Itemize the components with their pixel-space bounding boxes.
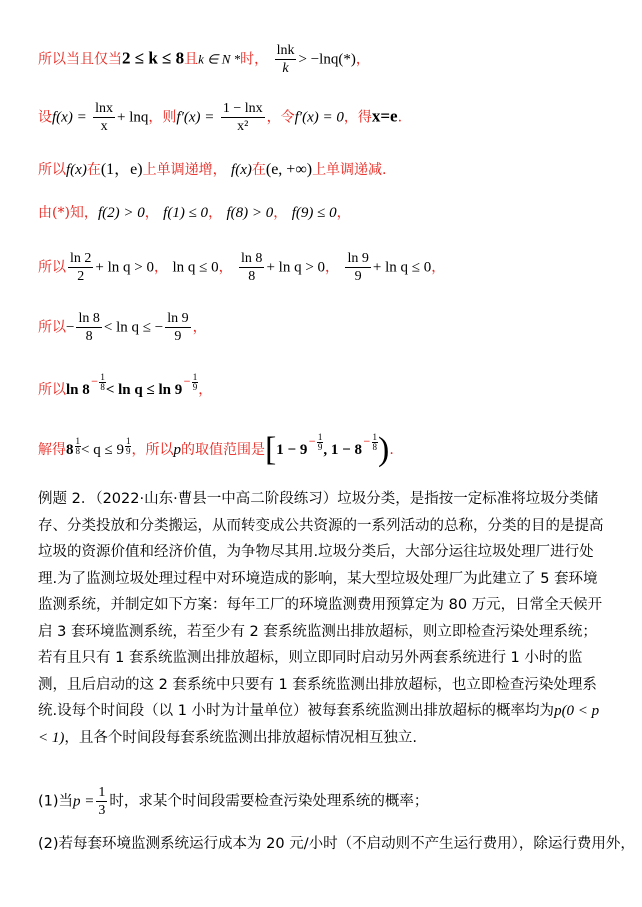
solution-line-2: 设f(x) = $\frac{\ln x}{x}$ + lnq，则f′(x) = $\frac{1 - \ln x}{\text{x²}}$ ，令f′(x) = 0，得x=e. — [38, 101, 403, 134]
fraction: $\frac{\ln 9}{9}$ — [167, 311, 189, 344]
text: 且 — [184, 51, 199, 68]
text: 所以当且仅当 — [38, 51, 122, 68]
solution-line-6: 所以− $\frac{\ln 8}{8}$ < ln q ≤ − $\frac{\ln 9}{9}$ ， — [38, 311, 207, 344]
fraction: $\frac{\ln 8}{8}$ — [78, 311, 100, 344]
fraction: $\frac{\ln 8}{8}$ — [241, 251, 263, 284]
exponent: − $\frac{1}{9}$ — [308, 431, 323, 452]
exponent: 1 8 — [75, 436, 80, 456]
interval: (1，e) — [100, 161, 143, 178]
solution-line-7: 所以ln 8 − $\frac{1}{8}$ < ln q ≤ ln 9 − $\frac{1}{9}$ ， — [38, 371, 213, 398]
solution-line-1: 所以当且仅当2 ≤ k ≤ 8且k ∈ N *时， $\frac{\ln k}{k}$ > −lnq(*)， — [38, 43, 370, 76]
math-expression: f(x) = — [52, 109, 87, 126]
math-expression: > −lnq(*) — [298, 51, 356, 68]
fraction: $\frac{1 - \ln x}{\text{x²}}$ — [222, 101, 263, 134]
exponent: − $\frac{1}{9}$ — [183, 371, 198, 392]
math-expression: f′(x) = — [176, 109, 215, 126]
left-bracket: [ — [264, 431, 277, 468]
solution-line-4: 由(*)知，f(2) > 0， f(1) ≤ 0， f(8) > 0， f(9) ≤ 0， — [38, 205, 351, 221]
example-problem: 例题 2．（2022·山东·曹县一中高二阶段练习）垃圾分类，是指按一定标准将垃圾分类储存、分类投放和分类搬运，从而转变成公共资源的一系列活动的总称，分类的目的是提高垃圾的资源价值和经济价值，为争物尽其用.垃圾分类后，大部分运往垃圾处理厂进行处理.为了监测垃圾处理过程中对环境造成的影响，某大型垃圾处理厂为此建立了 5 套环境监测系统，并制定如下方案：每年工厂的环境监测费用预算定为 80 万元，日常全天候开启 3 套环境监测系统，若至少有 2 套系统监测出排放超标，则立即检查污染处理系统；若有且只有 1 套系统监测出排放超标，则立即同时启动另外两套系统进行 1 小时的监测，且后启动的这 2 套系统中只要有 1 套系统监测出排放超标，也立即检查污染处理系统.设每个时间段（以 1 小时为计量单位）被每套系统监测出排放超标的概率均为p(0 < p < 1)，且各个时间段每套系统监测出排放超标情况相互独立. — [38, 491, 604, 746]
math-set: k ∈ N * — [198, 51, 241, 67]
fraction: $\frac{\ln k}{k}$ — [276, 43, 295, 76]
math-condition: 2 ≤ k ≤ 8 — [122, 48, 185, 68]
interval: (e, +∞) — [265, 161, 313, 178]
fraction: $\frac{\ln x}{x}$ — [95, 101, 114, 134]
text: 时， — [240, 51, 269, 68]
solution-line-3: 所以f(x)在(1，e)上单调递增， f(x)在(e, +∞)上单调递减. — [38, 161, 387, 178]
fraction: $\frac{\ln 2}{2}$ — [70, 251, 92, 284]
exponent: − $\frac{1}{8}$ — [90, 371, 105, 392]
math-solution: x=e — [371, 106, 398, 126]
example-text: 例题 2．（2022·山东·曹县一中高二阶段练习）垃圾分类，是指按一定标准将垃圾分类储存、分类投放和分类搬运，从而转变成公共资源的一系列活动的总称，分类的目的是提高垃圾的资源价值和经济价值，为争物尽其用.垃圾分类后，大部分运往垃圾处理厂进行处理.为了监测垃圾处理过程中对环境造成的影响，某大型垃圾处理厂为此建立了 5 套环境监测系统，并制定如下方案：每年工厂的环境监测费用预算定为 80 万元，日常全天候开启 3 套环境监测系统，若至少有 2 套系统监测出排放超标，则立即检查污染处理系统；若有且只有 1 套系统监测出排放超标，则立即同时启动另外两套系统进行 1 小时的监测，且后启动的这 2 套系统中只要有 1 套系统监测出排放超标，也立即检查污染处理系统.设每个时间段（以 1 小时为计量单位）被每套系统监测出排放超标的概率均为 — [38, 491, 604, 719]
right-bracket: ) — [378, 431, 390, 468]
question-1: (1)当p = $\frac{1}{3}$ 时，求某个时间段需要检查污染处理系统的概率； — [38, 785, 429, 818]
math-expression: f′(x) = 0 — [294, 109, 344, 126]
solution-line-8: 解得8 1 8 < q ≤ 9 1 9 ，所以p的取值范围是[1 − 9 − $\frac{1}{9}$ , 1 − 8 − $\frac{1}{8}$ ). — [38, 431, 394, 468]
exponent: − $\frac{1}{8}$ — [362, 431, 377, 452]
solution-line-5: 所以 $\frac{\ln 2}{2}$ + ln q > 0， ln q ≤ 0， $\frac{\ln 8}{8}$ + ln q > 0， $\frac{\ln 9}{9}$ + ln q ≤ 0， — [38, 251, 446, 284]
fraction: $\frac{1}{3}$ — [98, 785, 106, 818]
fraction: $\frac{\ln 9}{9}$ — [347, 251, 369, 284]
question-2: (2)若每套环境监测系统运行成本为 20 元/小时（不启动则不产生运行费用），除运行费用外， — [38, 836, 635, 852]
probability-condition: p(0 < p < 1) — [38, 703, 600, 746]
exponent: 1 9 — [125, 436, 131, 456]
